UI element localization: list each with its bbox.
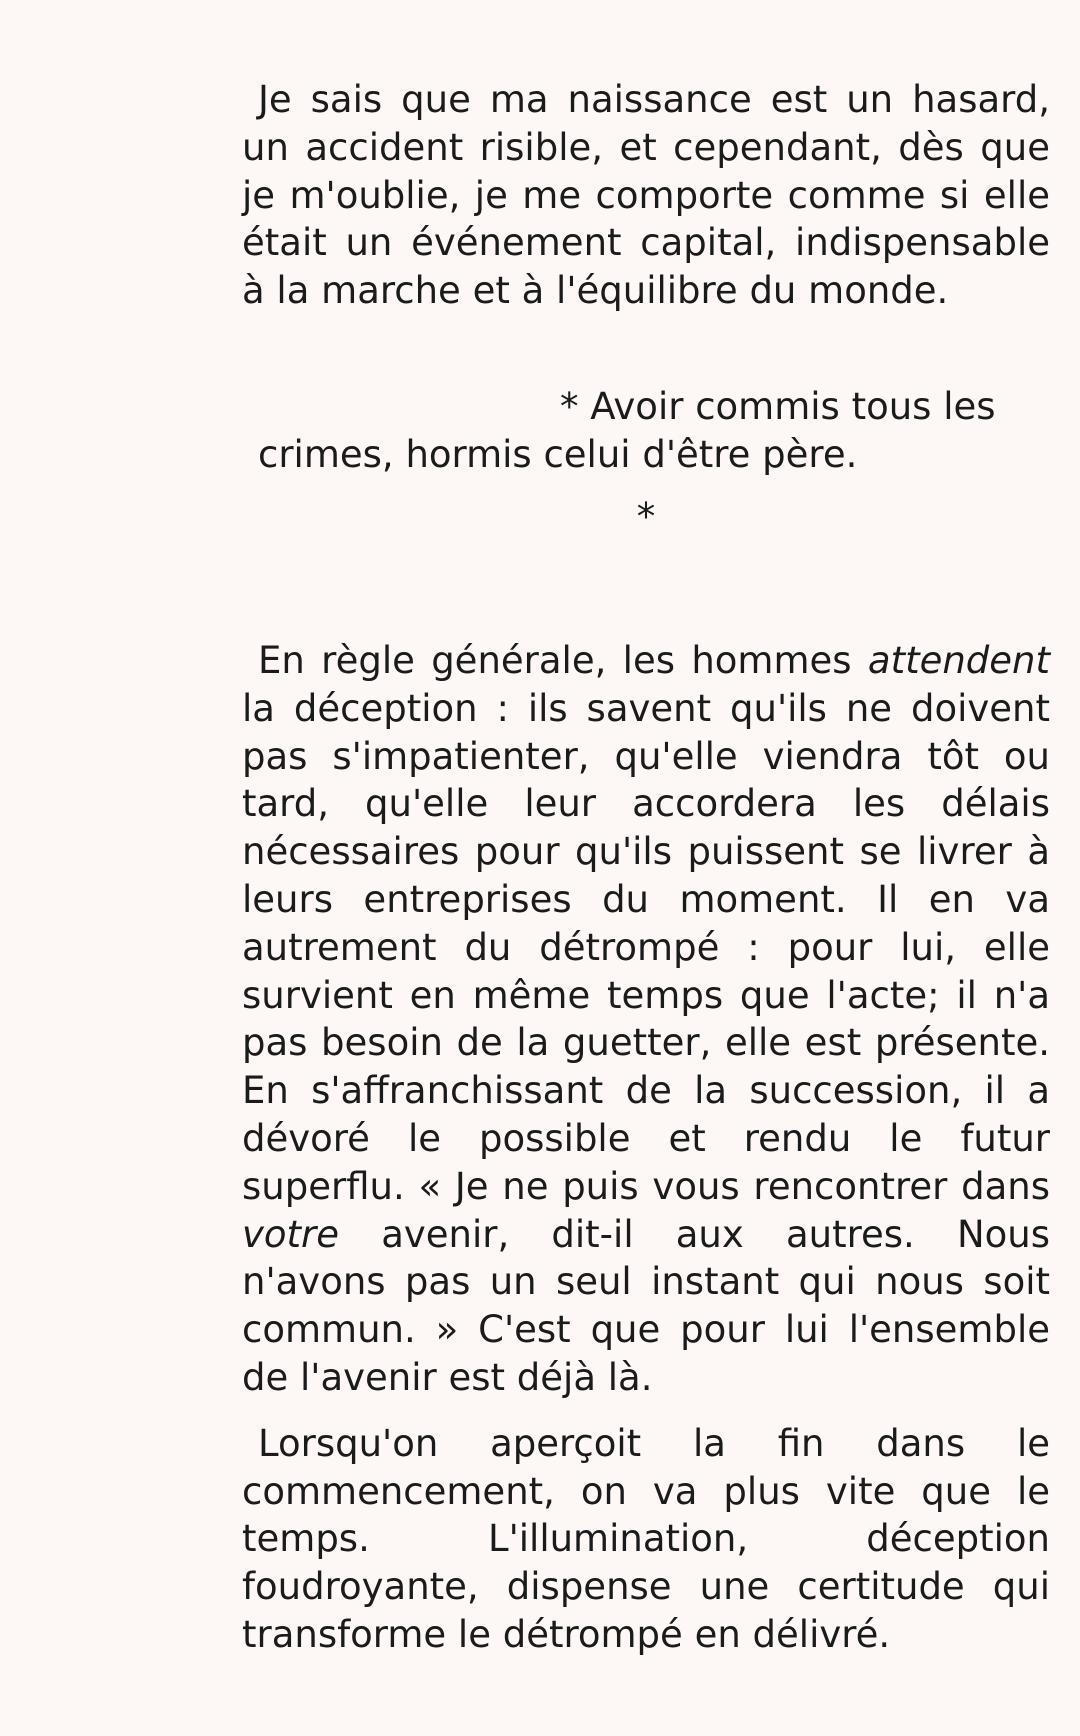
section-separator: * xyxy=(636,494,656,538)
p3-italic-votre: votre xyxy=(242,1212,340,1256)
paragraph-naissance: Je sais que ma naissance est un hasard, un accident risible, et cependant, dès que je m'oublie, je me comporte comme si elle était un événement capital, indispensable à la marche et à l'équilibre du monde. xyxy=(242,78,1050,313)
paragraph-deception xyxy=(242,637,1050,1402)
p3-text-3: avenir, dit-il aux autres. Nous n'avons pas un seul instant qui nous soit commun. » C'est que pour lui l'ensemble de l'avenir est déjà là. xyxy=(242,1212,1050,1399)
aphorism-block xyxy=(242,383,1050,483)
aphorism-line-1: * Avoir commis tous les xyxy=(560,384,996,428)
reader-page xyxy=(242,76,1050,1659)
p3-text-2: la déception : ils savent qu'ils ne doivent pas s'impatienter, qu'elle viendra tôt ou tard, qu'elle leur accordera les délais nécessaires pour qu'ils puissent se livrer à leurs entreprises du moment. Il en va autrement du détrompé : pour lui, elle survient en même temps que l'acte; il n'a pas besoin de la guetter, elle est présente. En s'affranchissant de la succession, il a dévoré le possible et rendu le futur superflu. « Je ne puis vous rencontrer dans xyxy=(242,686,1050,1208)
p3-italic-attendent: attendent xyxy=(867,638,1050,682)
paragraph-illumination: Lorsqu'on aperçoit la fin dans le commencement, on va plus vite que le temps. L'illumination, déception foudroyante, dispense une certitude qui transforme le détrompé en délivré. xyxy=(242,1421,1050,1656)
aphorism-line-2: crimes, hormis celui d'être père. xyxy=(258,432,858,476)
p3-text-1: En règle générale, les hommes xyxy=(258,638,868,682)
